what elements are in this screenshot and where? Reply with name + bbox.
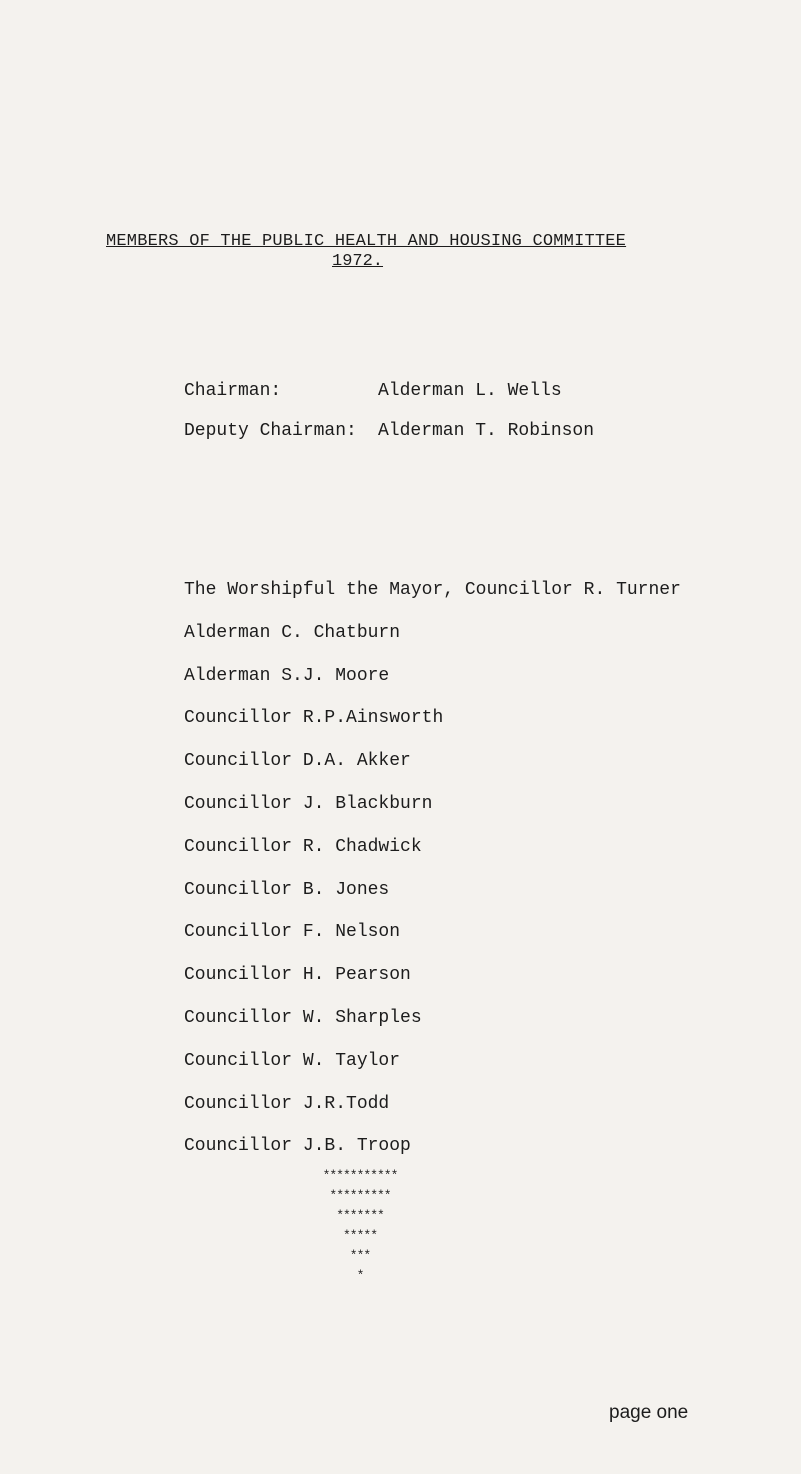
member-item: Councillor B. Jones bbox=[184, 879, 390, 900]
page-number: page one bbox=[609, 1402, 689, 1423]
member-item: The Worshipful the Mayor, Councillor R. Turner bbox=[184, 580, 681, 600]
member-item: Councillor H. Pearson bbox=[184, 965, 411, 986]
member-item: Councillor D.A. Akker bbox=[184, 751, 411, 772]
member-list bbox=[184, 578, 681, 1177]
committee-year: 1972. bbox=[332, 252, 384, 271]
member-item: Councillor F. Nelson bbox=[184, 922, 401, 943]
ornament-line: ********* bbox=[329, 1188, 391, 1203]
deputy-chairman-label: Deputy Chairman: bbox=[184, 421, 357, 441]
ornament-line: ******* bbox=[336, 1208, 384, 1223]
committee-title: MEMBERS OF THE PUBLIC HEALTH AND HOUSING COMMITTEE bbox=[106, 232, 627, 251]
asterisk-ornament bbox=[320, 1166, 400, 1286]
member-item: Councillor J. Blackburn bbox=[184, 793, 433, 814]
member-item: Alderman C. Chatburn bbox=[184, 622, 401, 643]
member-item: Alderman S.J. Moore bbox=[184, 665, 390, 686]
chairman-label: Chairman: bbox=[184, 381, 282, 401]
ornament-line: *********** bbox=[322, 1168, 398, 1183]
member-item: Councillor J.R.Todd bbox=[184, 1093, 390, 1114]
ornament-line: ***** bbox=[342, 1228, 377, 1243]
chairman-name: Alderman L. Wells bbox=[378, 381, 562, 401]
member-item: Councillor W. Sharples bbox=[184, 1007, 422, 1028]
member-item: Councillor R.P.Ainsworth bbox=[184, 708, 444, 729]
member-item: Councillor R. Chadwick bbox=[184, 836, 422, 857]
ornament-line: *** bbox=[349, 1248, 371, 1263]
member-item: Councillor J.B. Troop bbox=[184, 1136, 411, 1157]
member-item: Councillor W. Taylor bbox=[184, 1050, 401, 1071]
deputy-chairman-name: Alderman T. Robinson bbox=[378, 421, 595, 441]
ornament-line: * bbox=[356, 1268, 364, 1283]
